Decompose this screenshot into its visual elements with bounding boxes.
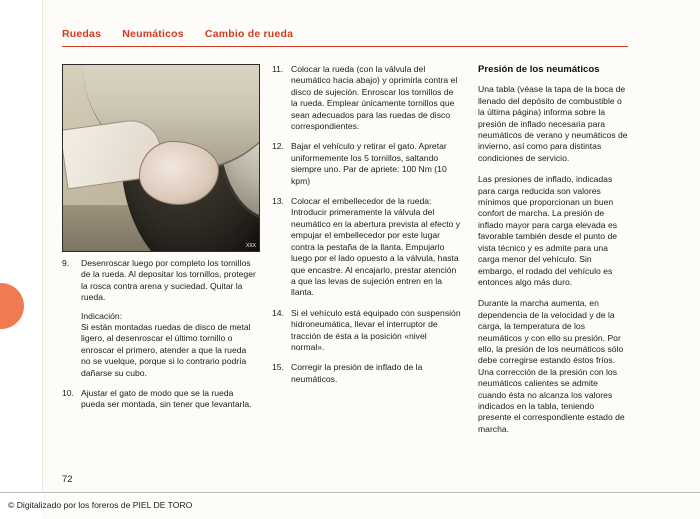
list-item-number: 10. [62, 388, 74, 399]
wheel-change-photo [62, 64, 260, 252]
list-item-text: Bajar el vehículo y retirar el gato. Apretar uniformemente los 5 tornillos, saltando siempre uno. Par de apriete: 100 Nm (10 kpm) [291, 141, 447, 186]
list-item-text: Corregir la presión de inflado de la neumáticos. [291, 362, 423, 384]
list-item-note: Introducir primeramente la válvula del neumático en la abertura prevista al efecto y empujar el embellecedor por este lugar contra la pestaña de la llanta. Empujarlo luego por el lado opuesto a la válvula, hasta que encastre. Al encajarlo, prestar atención a que las levas de sujeción entren en la llanta. [291, 207, 461, 298]
paragraph: Durante la marcha aumenta, en dependencia de la velocidad y de la carga, la temperatura de los neumáticos y con ello su presión. Por ello, la presión de los neumáticos sólo debe corregirse estando éstos fríos. Una corrección de la presión con los neumáticos calientes se admite cuando ésta no alcanza los valores indicados en la tabla, teniendo presente el correspondiente estado de marcha. [478, 298, 625, 434]
list-item [62, 388, 258, 411]
footer-divider [0, 492, 700, 493]
column-left [62, 258, 258, 420]
list-item [272, 64, 462, 132]
list-item [272, 196, 462, 299]
header-divider [62, 46, 628, 47]
list-item-number: 13. [272, 196, 284, 207]
scan-credit: © Digitalizado por los foreros de PIEL DE TORO [8, 500, 193, 510]
section-title: Presión de los neumáticos [478, 64, 600, 75]
list-item-number: 11. [272, 64, 284, 74]
list-item-body [291, 196, 462, 299]
scan-edge [42, 0, 43, 492]
list-item-number: 15. [272, 362, 284, 373]
list-item [272, 308, 462, 354]
list-item-text: Desenroscar luego por completo los tornillos de la rueda. Al depositar los tornillos, proteger la rosca contra arena y suciedad. Quitar la rueda. [81, 258, 256, 303]
breadcrumb-item-neumaticos: Neumáticos [122, 28, 184, 40]
breadcrumb-item-ruedas: Ruedas [62, 28, 102, 40]
breadcrumb [62, 28, 628, 40]
list-item-number: 12. [272, 141, 284, 152]
note-label: Indicación: [81, 310, 123, 321]
photo-credit: XXX [245, 243, 256, 249]
page-left-margin [0, 0, 42, 519]
list-item-text: Ajustar el gato de modo que se la rueda pueda ser montada, sin tener que levantarla. [81, 388, 252, 410]
paragraph: Una tabla (véase la tapa de la boca de llenado del depósito de combustible o la última página) informa sobre la presión de inflado necesaria para neumáticos de verano y neumáticos de invierno, así como para distintas condiciones de servicio. [478, 84, 628, 163]
list-item [272, 141, 462, 187]
breadcrumb-item-cambio-de-rueda: Cambio de rueda [204, 28, 294, 40]
list-item-number: 9. [62, 258, 70, 268]
note-text: Si están montadas ruedas de disco de metal ligero, al desenroscar el último tornillo o enroscar el primero, atender a que la rueda no se vuelque, porque si lo contrario podría dañarse su cubo. [81, 322, 251, 378]
list-item-body [81, 258, 258, 379]
list-item-text: Colocar el embellecedor de la rueda: [291, 196, 432, 207]
list-item [62, 258, 258, 379]
list-item-text: Colocar la rueda (con la válvula del neumático hacia abajo) y oprimirla contra el disco de sujeción. Enroscar los tornillos de la rueda. Emplear únicamente tornillos que sean adecuados para las ruedas de disco correspondientes. [291, 64, 458, 132]
list-item [272, 362, 462, 385]
page-number: 72 [62, 474, 73, 485]
paragraph: Las presiones de inflado, indicadas para carga reducida son valores mínimos que proporcionan un buen confort de marcha. La presión de inflado mayor para carga elevada es favorable también desde el punto de vista técnico y es admite para una carga menor del vehículo. Sin embargo, el rodado del vehículo es entonces algo más duro. [478, 174, 618, 287]
list-item-number: 14. [272, 307, 284, 318]
column-right [478, 64, 628, 435]
column-middle [272, 64, 462, 394]
list-item-text: Si el vehículo está equipado con suspensión hidroneumática, llevar el interruptor de tracción de ésta a la posición «nivel normal». [291, 307, 461, 352]
